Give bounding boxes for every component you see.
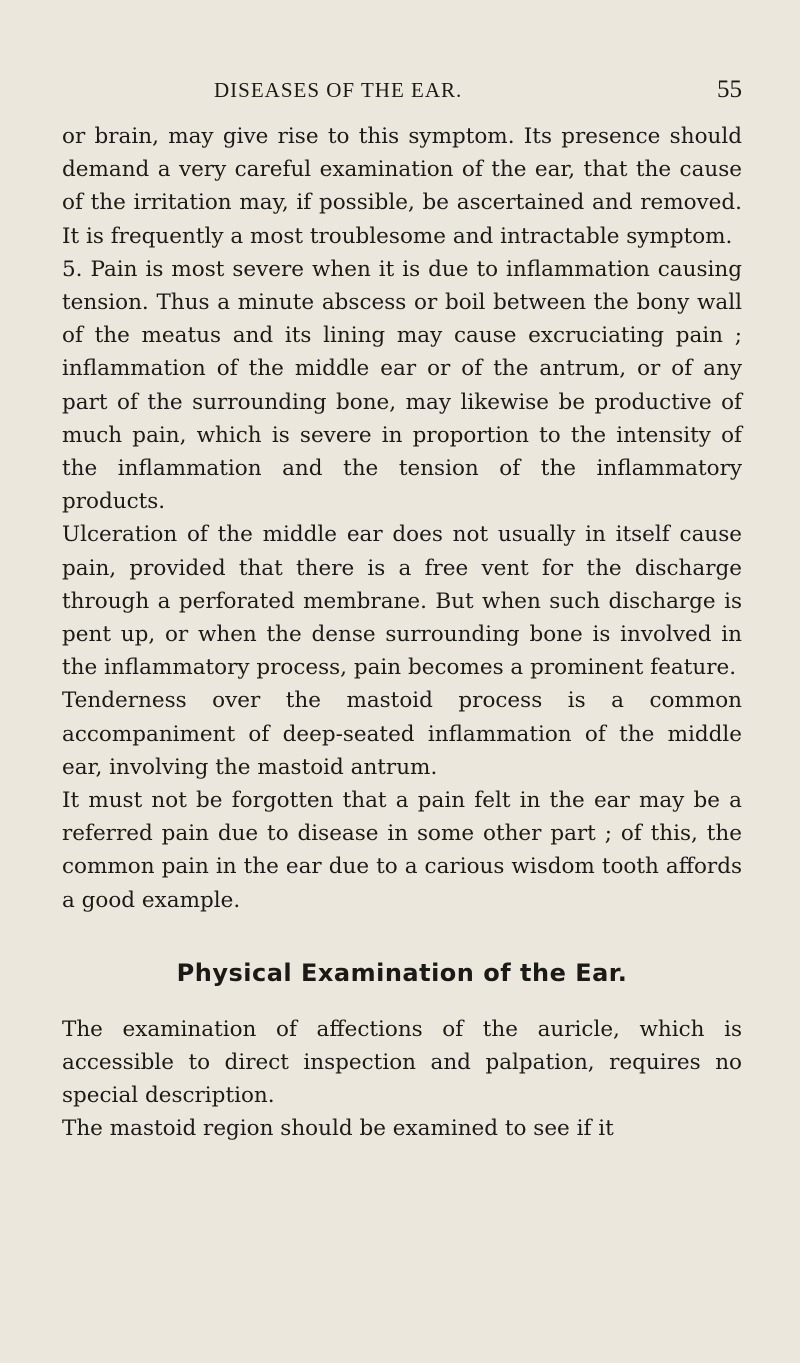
paragraph-ulceration: Ulceration of the middle ear does not usually in itself cause pain, provided that there is a free vent for the discharge through a perforated membrane. But when such discharge is pent up, or when the dense surrounding bone is involved in the inflammatory process, pain becomes a prominent feature. xyxy=(62,522,742,681)
running-head xyxy=(62,76,742,112)
page-number: 55 xyxy=(717,76,742,103)
paragraph-referred-pain: It must not be forgotten that a pain felt in the ear may be a referred pain due to disease in some other part ; of this, the common pain in the ear due to a carious wisdom tooth affords a good example. xyxy=(62,788,742,913)
body-text-before xyxy=(62,120,742,917)
paragraph-tenderness: Tenderness over the mastoid process is a common accompaniment of deep-seated inflammation of the middle ear, involving the mastoid antrum. xyxy=(62,688,742,780)
paragraph-auricle: The examination of affections of the auricle, which is accessible to direct inspection and palpation, requires no special description. xyxy=(62,1016,742,1109)
paragraph-pain-severity: 5. Pain is most severe when it is due to inflammation causing tension. Thus a minute abscess or boil between the bony wall of the meatus and its lining may cause excruciating pain ; inflammation of the middle ear or of the antrum, or of any part of the surrounding bone, may likewise be productive of much pain, which is severe in proportion to the intensity of the inflammation and the tension of the inflammatory products. xyxy=(62,256,742,515)
running-title: DISEASES OF THE EAR. xyxy=(214,78,463,102)
body-text-after xyxy=(62,1013,742,1146)
paragraph-symptom-conclusion: or brain, may give rise to this symptom. Its presence should demand a very careful examination of the ear, that the cause of the irritation may, if possible, be ascertained and removed. It is frequently a most troublesome and intractable symptom. xyxy=(62,124,742,249)
section-heading: Physical Examination of the Ear. xyxy=(176,958,628,987)
paragraph-mastoid-region: The mastoid region should be examined to see if it xyxy=(62,1116,614,1142)
book-page xyxy=(62,76,742,1146)
